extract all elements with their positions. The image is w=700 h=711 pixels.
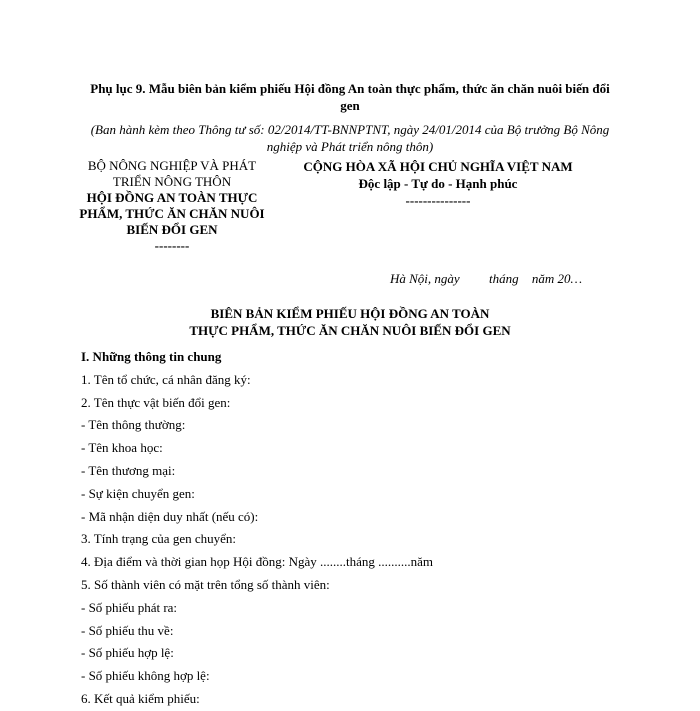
list-item: - Mã nhận diện duy nhất (nếu có): (81, 508, 259, 524)
list-item: 1. Tên tổ chức, cá nhân đăng ký: (81, 371, 251, 387)
list-item: 3. Tính trạng của gen chuyển: (81, 531, 236, 547)
list-item: 4. Địa điểm và thời gian họp Hội đồng: Ngày ........tháng ..........năm (81, 554, 434, 570)
national-motto: Độc lập - Tự do - Hạnh phúc (358, 176, 518, 191)
list-item: - Sự kiện chuyển gen: (81, 485, 195, 501)
council-name: HỘI ĐỒNG AN TOÀN THỰC PHẨM, THỨC ĂN CHĂN NUÔI BIẾN ĐỔI GEN (79, 190, 265, 237)
report-title-line1: BIÊN BẢN KIỂM PHIẾU HỘI ĐỒNG AN TOÀN (210, 306, 490, 321)
list-item: - Tên thông thường: (81, 417, 186, 433)
year-label: năm 20… (531, 271, 583, 286)
report-title-line2: THỰC PHẨM, THỨC ĂN CHĂN NUÔI BIẾN ĐỔI GEN (189, 323, 511, 338)
issuing-authority-header (78, 158, 266, 254)
appendix-title: Phụ lục 9. Mẫu biên bản kiểm phiếu Hội đồng An toàn thực phẩm, thức ăn chăn nuôi biến đổi gen (90, 81, 610, 113)
left-separator: -------- (154, 238, 190, 253)
list-item: - Tên khoa học: (81, 440, 163, 456)
month-label: tháng (488, 271, 519, 286)
list-item: - Số phiếu thu về: (81, 622, 174, 638)
list-item: 2. Tên thực vật biến đổi gen: (81, 394, 231, 410)
right-separator: --------------- (405, 193, 471, 208)
national-header (268, 158, 608, 209)
appendix-subtitle: (Ban hành kèm theo Thông tư số: 02/2014/TT-BNNPTNT, ngày 24/01/2014 của Bộ trưởng Bộ Nông nghiệp và Phát triển nông thôn) (90, 122, 610, 154)
list-item: - Số phiếu hợp lệ: (81, 645, 174, 661)
ministry-name: BỘ NÔNG NGHIỆP VÀ PHÁT TRIỂN NÔNG THÔN (87, 158, 257, 189)
place-date-line (330, 271, 630, 287)
list-item: 6. Kết quả kiểm phiếu: (81, 690, 200, 706)
list-item: - Tên thương mại: (81, 462, 176, 478)
list-item: - Số phiếu không hợp lệ: (81, 668, 210, 684)
list-item: - Số phiếu phát ra: (81, 599, 178, 615)
place-day: Hà Nội, ngày (390, 271, 460, 286)
report-title (80, 305, 620, 339)
section-general-info (81, 346, 621, 711)
country-name: CỘNG HÒA XÃ HỘI CHỦ NGHĨA VIỆT NAM (303, 159, 573, 174)
list-item: 5. Số thành viên có mặt trên tổng số thành viên: (81, 576, 330, 592)
section-heading: I. Những thông tin chung (81, 349, 222, 364)
